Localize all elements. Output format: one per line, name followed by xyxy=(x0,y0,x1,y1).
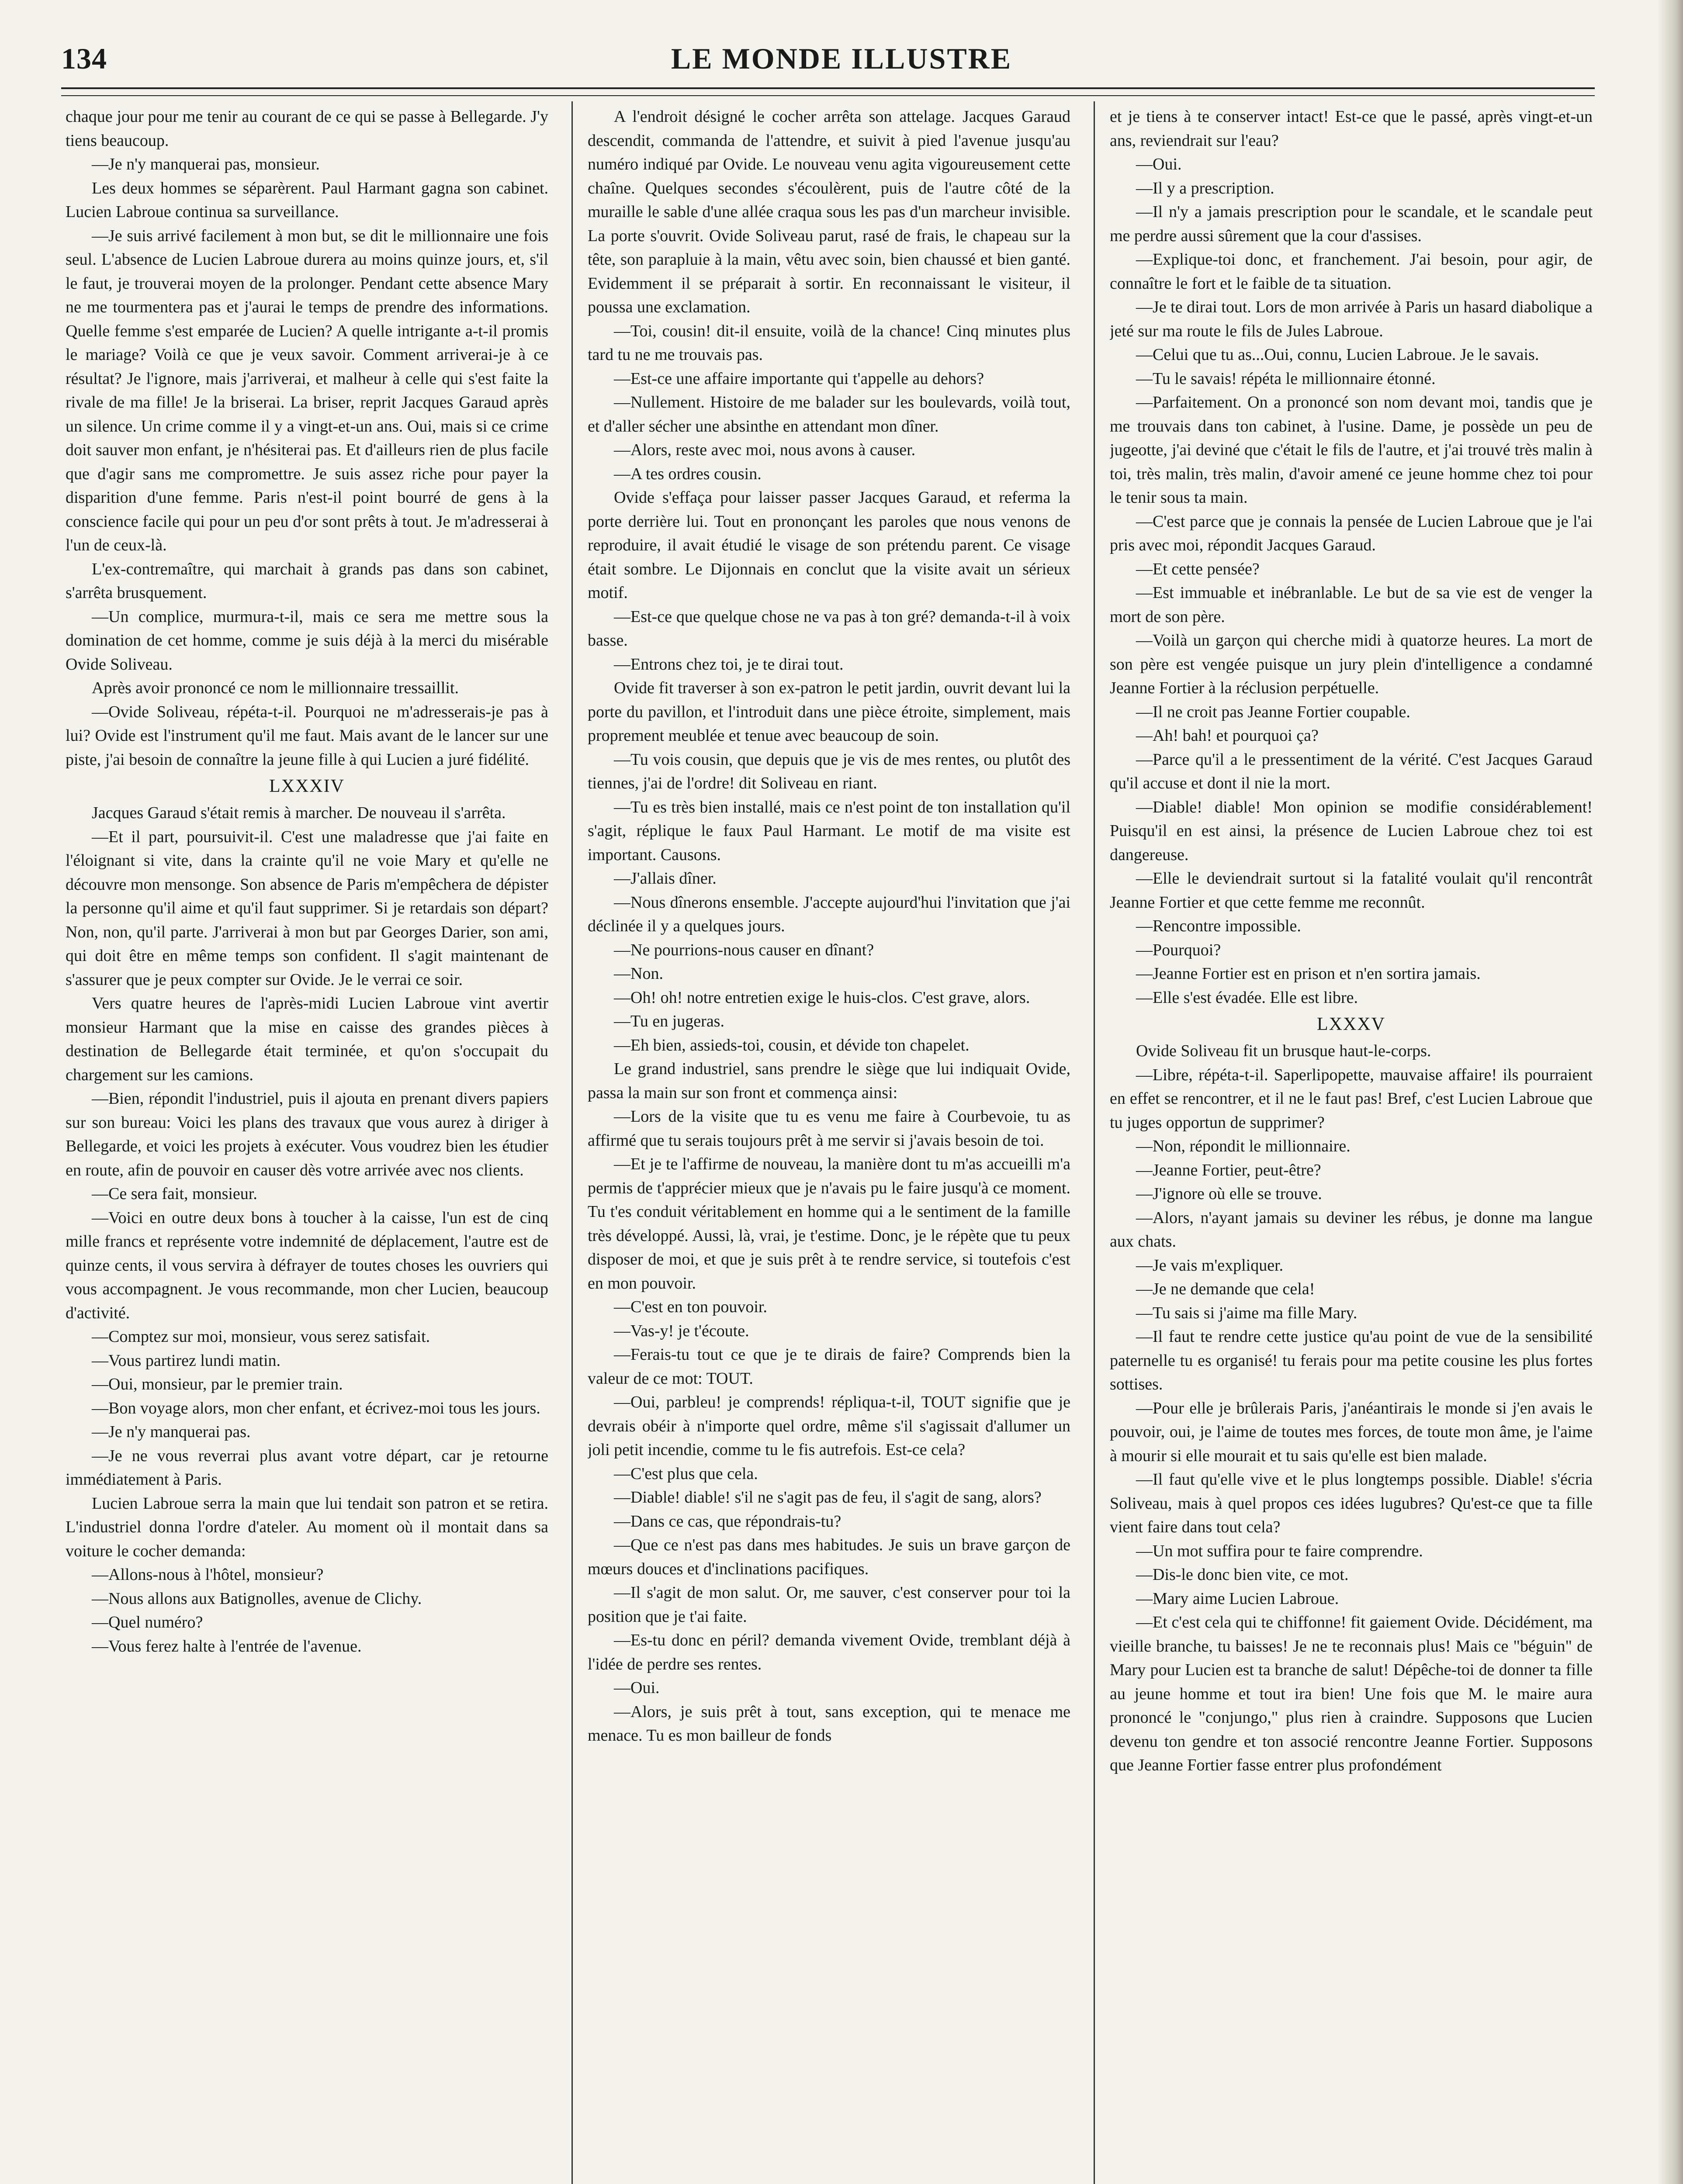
paragraph: Après avoir prononcé ce nom le millionnaire tressaillit. xyxy=(92,679,459,697)
paragraph: —Non. xyxy=(614,964,663,983)
paragraph: —Elle s'est évadée. Elle est libre. xyxy=(1136,988,1358,1007)
paragraph: —Ovide Soliveau, répéta-t-il. Pourquoi ne m'adresserais-je pas à lui? Ovide est l'instrument qu'il me faut. Mais avant de le lancer sur une piste, j'ai besoin de connaître la jeune fille à qui Lucien a juré fidélité. xyxy=(66,702,548,769)
paragraph: —Diable! diable! s'il ne s'agit pas de feu, il s'agit de sang, alors? xyxy=(614,1488,1042,1507)
paragraph: —Alors, n'ayant jamais su deviner les rébus, je donne ma langue aux chats. xyxy=(1110,1208,1593,1251)
paragraph: —J'allais dîner. xyxy=(614,869,717,888)
paragraph: —Il ne croit pas Jeanne Fortier coupable. xyxy=(1136,702,1410,721)
paragraph: —Je ne demande que cela! xyxy=(1136,1280,1315,1298)
column-divider-1 xyxy=(571,101,573,2184)
paragraph: —Rencontre impossible. xyxy=(1136,917,1301,935)
paragraph: —Je te dirai tout. Lors de mon arrivée à Paris un hasard diabolique a jeté sur ma route le fils de Jules Labroue. xyxy=(1110,298,1593,340)
paragraph: —Explique-toi donc, et franchement. J'ai besoin, pour agir, de connaître le fort et le faible de ta situation. xyxy=(1110,250,1593,293)
paragraph: —Alors, je suis prêt à tout, sans exception, qui te menace me menace. Tu es mon bailleur de fonds xyxy=(588,1702,1070,1745)
paragraph: —Lors de la visite que tu es venu me faire à Courbevoie, tu as affirmé que tu serais toujours prêt à me servir si j'avais besoin de toi. xyxy=(588,1107,1070,1150)
paragraph: —Elle le deviendrait surtout si la fatalité voulait qu'il rencontrât Jeanne Fortier et que cette femme me reconnût. xyxy=(1110,869,1593,912)
paragraph: —J'ignore où elle se trouve. xyxy=(1136,1185,1322,1203)
paragraph: —Jeanne Fortier, peut-être? xyxy=(1136,1161,1321,1179)
paragraph: —C'est plus que cela. xyxy=(614,1464,758,1483)
paragraph: —Voici en outre deux bons à toucher à la caisse, l'un est de cinq mille francs et représente votre indemnité de déplacement, l'autre est de quinze cents, il vous servira à défrayer de toutes choses les ouvriers qui vous accompagnent. Je vous recommande, mon cher Lucien, beaucoup d'activité. xyxy=(66,1208,548,1322)
paragraph: —Est-ce une affaire importante qui t'appelle au dehors? xyxy=(614,369,984,388)
paragraph: —Je n'y manquerai pas, monsieur. xyxy=(92,155,320,173)
paragraph: Ovide fit traverser à son ex-patron le petit jardin, ouvrit devant lui la porte du pavillon, et l'introduit dans une pièce étroite, simplement, mais proprement meublée et tenue avec beaucoup de soin. xyxy=(588,679,1070,745)
paragraph: —Dis-le donc bien vite, ce mot. xyxy=(1136,1565,1349,1584)
paragraph: —Non, répondit le millionnaire. xyxy=(1136,1137,1351,1155)
paragraph: —Il n'y a jamais prescription pour le scandale, et le scandale peut me perdre aussi sûrement que la cour d'assises. xyxy=(1110,203,1593,245)
paragraph: —Tu es très bien installé, mais ce n'est point de ton installation qu'il s'agit, réplique le faux Paul Harmant. Le motif de ma visite est important. Causons. xyxy=(588,798,1070,864)
paragraph: —Oui, monsieur, par le premier train. xyxy=(92,1375,343,1393)
paragraph: —Parce qu'il a le pressentiment de la vérité. C'est Jacques Garaud qu'il accuse et dont il nie la mort. xyxy=(1110,750,1593,792)
paragraph: Jacques Garaud s'était remis à marcher. De nouveau il s'arrêta. xyxy=(92,804,506,822)
paragraph: —Dans ce cas, que répondrais-tu? xyxy=(614,1512,842,1531)
paragraph: —Toi, cousin! dit-il ensuite, voilà de la chance! Cinq minutes plus tard tu ne me trouvais pas. xyxy=(588,321,1070,364)
paragraph: Vers quatre heures de l'après-midi Lucien Labroue vint avertir monsieur Harmant que la mise en caisse des grandes pièces à destination de Bellegarde était terminée, et qu'on s'occupait du chargement sur les camions. xyxy=(66,994,548,1084)
text-column-1 xyxy=(66,105,548,2184)
paragraph: —Alors, reste avec moi, nous avons à causer. xyxy=(614,441,916,459)
paragraph: —Tu sais si j'aime ma fille Mary. xyxy=(1136,1303,1357,1322)
paragraph: —Es-tu donc en péril? demanda vivement Ovide, tremblant déjà à l'idée de perdre ses rentes. xyxy=(588,1631,1070,1673)
text-column-2 xyxy=(588,105,1070,2184)
paragraph: —Il faut te rendre cette justice qu'au point de vue de la sensibilité paternelle tu es organisé! tu ferais pour ma petite cousine les plus fortes sottises. xyxy=(1110,1327,1593,1393)
paragraph: —Nous dînerons ensemble. J'accepte aujourd'hui l'invitation que j'ai déclinée il y a quelques jours. xyxy=(588,893,1070,935)
paragraph: —Je n'y manquerai pas. xyxy=(92,1423,251,1441)
paragraph: —Et cette pensée? xyxy=(1136,560,1260,578)
paragraph: Le grand industriel, sans prendre le siège que lui indiquait Ovide, passa la main sur son front et commença ainsi: xyxy=(588,1060,1070,1102)
paragraph: —A tes ordres cousin. xyxy=(614,464,762,483)
paragraph: —Est immuable et inébranlable. Le but de sa vie est de venger la mort de son père. xyxy=(1110,584,1593,626)
paragraph: —C'est parce que je connais la pensée de Lucien Labroue que je l'ai pris avec moi, répondit Jacques Garaud. xyxy=(1110,512,1593,554)
paragraph: —Tu vois cousin, que depuis que je vis de mes rentes, ou plutôt des tiennes, j'ai de l'ordre! dit Soliveau en riant. xyxy=(588,750,1070,792)
paragraph: —Je vais m'expliquer. xyxy=(1136,1256,1284,1275)
paragraph: —Il y a prescription. xyxy=(1136,179,1274,197)
paragraph: —Quel numéro? xyxy=(92,1613,203,1631)
paragraph: —Je ne vous reverrai plus avant votre départ, car je retourne immédiatement à Paris. xyxy=(66,1446,548,1489)
paragraph: —Eh bien, assieds-toi, cousin, et dévide ton chapelet. xyxy=(614,1036,970,1054)
paragraph: —Ce sera fait, monsieur. xyxy=(92,1185,257,1203)
paragraph: —Un complice, murmura-t-il, mais ce sera me mettre sous la domination de cet homme, comme je suis déjà à la merci du misérable Ovide Soliveau. xyxy=(66,607,548,674)
paragraph: Les deux hommes se séparèrent. Paul Harmant gagna son cabinet. Lucien Labroue continua sa surveillance. xyxy=(66,179,548,221)
paragraph: —Nous allons aux Batignolles, avenue de Clichy. xyxy=(92,1589,422,1608)
paragraph: A l'endroit désigné le cocher arrêta son attelage. Jacques Garaud descendit, commanda de l'attendre, et suivit à pied l'avenue jusqu'au numéro indiqué par Ovide. Le nouveau venu agita vigoureusement cette chaîne. Quelques secondes s'écoulèrent, puis de l'autre côté de la muraille le sable d'une allée craqua sous les pas d'un marcheur invisible. La porte s'ouvrit. Ovide Soliveau parut, rasé de frais, le chapeau sur la tête, son parapluie à la main, vêtu avec soin, bien chaussé et bien ganté. Evidemment il se préparait à sortir. En reconnaissant le visiteur, il poussa une exclamation. xyxy=(588,107,1070,316)
header-rule xyxy=(61,87,1595,96)
paragraph: —Vas-y! je t'écoute. xyxy=(614,1321,749,1340)
paragraph: —Ferais-tu tout ce que je te dirais de faire? Comprends bien la valeur de ce mot: TOUT. xyxy=(588,1345,1070,1388)
paragraph: Ovide s'effaça pour laisser passer Jacques Garaud, et referma la porte derrière lui. Tout en prononçant les paroles que nous venons de reproduire, il avait étudié le visage de son prétendu parent. Ce visage était sombre. Le Dijonnais en conclut que la visite avait un sérieux motif. xyxy=(588,488,1070,602)
chapter-heading: LXXXIV xyxy=(269,776,345,796)
paragraph: —Bon voyage alors, mon cher enfant, et écrivez-moi tous les jours. xyxy=(92,1399,540,1417)
paragraph: —Et c'est cela qui te chiffonne! fit gaiement Ovide. Décidément, ma vieille branche, tu baisses! Je ne te reconnais plus! Mais ce "béguin" de Mary pour Lucien est ta branche de salut! Dépêche-toi de donner ta fille au jeune homme et tout ira bien! Une fois que M. le maire aura prononcé le "conjungo," plus rien à craindre. Supposons que Lucien devenu ton gendre et ton associé rencontre Jeanne Fortier. Supposons que Jeanne Fortier fasse entrer plus profondément xyxy=(1110,1613,1593,1774)
paragraph: et je tiens à te conserver intact! Est-ce que le passé, après vingt-et-un ans, reviendrait sur l'eau? xyxy=(1110,107,1593,150)
column-divider-2 xyxy=(1094,101,1095,2184)
paragraph: —Vous ferez halte à l'entrée de l'avenue. xyxy=(92,1637,362,1655)
paragraph: —Et je te l'affirme de nouveau, la manière dont tu m'as accueilli m'a permis de t'apprécier mieux que je n'avais pu le faire jusqu'à ce moment. Tu t'es conduit véritablement en homme qui a le sentiment de la famille très développé. Aussi, là, vrai, je t'estime. Donc, je le répète que tu peux disposer de moi, et que je suis prêt à te rendre service, si toutefois c'est en mon pouvoir. xyxy=(588,1155,1070,1292)
paragraph: —Oui, parbleu! je comprends! répliqua-t-il, TOUT signifie que je devrais obéir à n'importe quel ordre, même s'il s'agissait d'allumer un joli petit incendie, comme tu le fis autrefois. Est-ce cela? xyxy=(588,1393,1070,1459)
paragraph: chaque jour pour me tenir au courant de ce qui se passe à Bellegarde. J'y tiens beaucoup. xyxy=(66,107,548,150)
paragraph: —Il faut qu'elle vive et le plus longtemps possible. Diable! s'écria Soliveau, mais à quel propos ces idées lugubres? Qu'est-ce que ta fille vient faire dans tout cela? xyxy=(1110,1470,1593,1536)
text-column-3 xyxy=(1110,105,1593,2184)
paragraph: —Vous partirez lundi matin. xyxy=(92,1351,281,1370)
paragraph: —Ah! bah! et pourquoi ça? xyxy=(1136,726,1319,745)
paragraph: —Ne pourrions-nous causer en dînant? xyxy=(614,940,874,959)
paragraph: —C'est en ton pouvoir. xyxy=(614,1298,767,1316)
paragraph: —Oui. xyxy=(614,1679,660,1697)
paragraph: —Jeanne Fortier est en prison et n'en sortira jamais. xyxy=(1136,964,1481,983)
paragraph: —Il s'agit de mon salut. Or, me sauver, c'est conserver pour toi la position que je t'ai faite. xyxy=(588,1583,1070,1626)
paragraph: —Pour elle je brûlerais Paris, j'anéantirais le monde si j'en avais le pouvoir, oui, je l'aime de toutes mes forces, de toute mon âme, je l'aime à mourir si elle mourait et tu sais qu'elle est bien malade. xyxy=(1110,1399,1593,1465)
paragraph: L'ex-contremaître, qui marchait à grands pas dans son cabinet, s'arrêta brusquement. xyxy=(66,560,548,602)
paragraph: —Un mot suffira pour te faire comprendre. xyxy=(1136,1541,1423,1560)
paragraph: —Pourquoi? xyxy=(1136,940,1221,959)
paragraph: —Je suis arrivé facilement à mon but, se dit le millionnaire une fois seul. L'absence de Lucien Labroue durera au moins quinze jours, et, s'il le faut, je trouverai moyen de la prolonger. Pendant cette absence Mary ne me tourmentera pas et j'aurai le temps de prendre des informations. Quelle femme s'est emparée de Lucien? A quelle intrigante a-t-il promis le mariage? Voilà ce que je veux savoir. Comment arriverai-je à ce résultat? Je l'ignore, mais j'arriverai, et malheur à celle qui s'est faite la rivale de ma fille! Je la briserai. La briser, reprit Jacques Garaud après un silence. Un crime comme il y a vingt-et-un ans. Oui, mais si ce crime doit sauver mon enfant, je n'hésiterai pas. Et d'ailleurs rien de plus facile que d'agir sans me compromettre. Je suis assez riche pour payer la disparition d'une femme. Paris n'est-il point bourré de gens à la conscience facile qui pour un peu d'or sont prêts à tout. Je m'adresserai à l'un de ceux-là. xyxy=(66,226,548,554)
paragraph: —Tu en jugeras. xyxy=(614,1012,724,1030)
paragraph: —Et il part, poursuivit-il. C'est une maladresse que j'ai faite en l'éloignant si vite, dans la crainte qu'il ne voie Mary et qu'elle ne découvre mon mensonge. Son absence de Paris m'empêchera de dépister la personne qu'il aime et qu'il faut supprimer. Si je retardais son départ? Non, non, qu'il parte. J'arriverai à mon but par Georges Darier, son ami, qui doit être en même temps son confident. Il s'agit maintenant de s'assurer que je peux compter sur Ovide. Je le verrai ce soir. xyxy=(66,827,548,989)
paragraph: —Parfaitement. On a prononcé son nom devant moi, tandis que je me trouvais dans ton cabinet, à l'usine. Dame, je possède un peu de jugeotte, j'ai deviné que c'était le fils de l'autre, et j'ai trouvé très malin à toi, très malin, très malin, d'avoir amené ce jeune homme chez toi pour le tenir sous ta main. xyxy=(1110,393,1593,507)
paragraph: —Voilà un garçon qui cherche midi à quatorze heures. La mort de son père est vengée puisque un jury plein d'intelligence a condamné Jeanne Fortier à la réclusion perpétuelle. xyxy=(1110,631,1593,697)
paragraph: —Bien, répondit l'industriel, puis il ajouta en prenant divers papiers sur son bureau: Voici les plans des travaux que vous aurez à diriger à Bellegarde, et voici les projets à exécuter. Vous voudrez bien les étudier en route, afin de pouvoir en causer dès votre arrivée avec nos clients. xyxy=(66,1089,548,1179)
paragraph: —Tu le savais! répéta le millionnaire étonné. xyxy=(1136,369,1436,388)
paragraph: —Diable! diable! Mon opinion se modifie considérablement! Puisqu'il en est ainsi, la présence de Lucien Labroue chez toi est dangereuse. xyxy=(1110,798,1593,864)
page-edge-shadow xyxy=(1657,0,1683,2184)
paragraph: —Celui que tu as...Oui, connu, Lucien Labroue. Je le savais. xyxy=(1136,346,1539,364)
chapter-heading: LXXXV xyxy=(1317,1014,1385,1034)
paragraph: Ovide Soliveau fit un brusque haut-le-corps. xyxy=(1136,1042,1431,1060)
paragraph: —Entrons chez toi, je te dirai tout. xyxy=(614,655,844,674)
paragraph: —Est-ce que quelque chose ne va pas à ton gré? demanda-t-il à voix basse. xyxy=(588,607,1070,650)
paragraph: —Nullement. Histoire de me balader sur les boulevards, voilà tout, et d'aller sécher une absinthe en attendant mon dîner. xyxy=(588,393,1070,435)
paragraph: —Que ce n'est pas dans mes habitudes. Je suis un brave garçon de mœurs douces et d'inclinations pacifiques. xyxy=(588,1536,1070,1578)
paragraph: —Mary aime Lucien Labroue. xyxy=(1136,1589,1339,1608)
paragraph: —Oui. xyxy=(1136,155,1182,173)
journal-title: LE MONDE ILLUSTRE xyxy=(671,42,1012,75)
paragraph: Lucien Labroue serra la main que lui tendait son patron et se retira. L'industriel donna l'ordre d'ateler. Au moment où il montait dans sa voiture le cocher demanda: xyxy=(66,1494,548,1560)
paragraph: —Comptez sur moi, monsieur, vous serez satisfait. xyxy=(92,1327,430,1346)
paragraph: —Allons-nous à l'hôtel, monsieur? xyxy=(92,1565,324,1584)
paragraph: —Libre, répéta-t-il. Saperlipopette, mauvaise affaire! ils pourraient en effet se rencontrer, et il ne le faut pas! Bref, c'est Lucien Labroue que tu juges opportun de supprimer? xyxy=(1110,1065,1593,1132)
paragraph: —Oh! oh! notre entretien exige le huis-clos. C'est grave, alors. xyxy=(614,988,1030,1007)
page-number: 134 xyxy=(61,42,107,75)
